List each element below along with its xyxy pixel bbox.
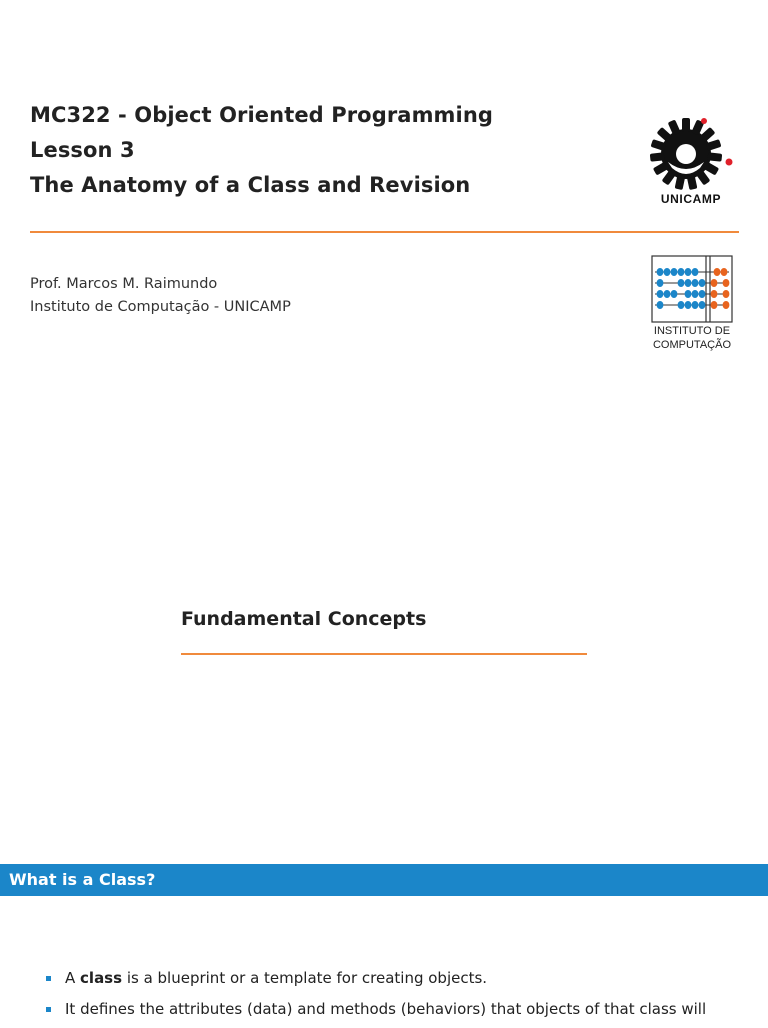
section-divider (181, 653, 587, 655)
bullet-prefix: A (65, 969, 81, 987)
bullet-suffix: is a blueprint or a template for creating objects. (122, 969, 488, 987)
section-title: Fundamental Concepts (181, 608, 427, 630)
title-block (30, 98, 493, 203)
unicamp-wordmark: UNICAMP (660, 192, 722, 206)
frame-title: What is a Class? (9, 870, 156, 889)
ic-wordmark (651, 324, 733, 352)
bullet-bold-term: class (80, 969, 123, 987)
lesson-title: The Anatomy of a Class and Revision (30, 173, 471, 197)
title-divider (30, 231, 739, 233)
list-item (46, 997, 761, 1021)
author-institute: Instituto de Computação - UNICAMP (30, 299, 291, 315)
bullet-square-icon (46, 976, 51, 981)
bullet-square-icon (46, 1007, 51, 1012)
author-name: Prof. Marcos M. Raimundo (30, 276, 218, 292)
unicamp-logo (648, 116, 734, 208)
bullet-list (46, 966, 761, 1028)
course-title: MC322 - Object Oriented Programming (30, 103, 494, 127)
unicamp-emblem-icon (648, 116, 734, 192)
frame-title-bar (0, 864, 768, 896)
unicamp-red-dot-icon (726, 159, 733, 166)
lesson-number: Lesson 3 (30, 138, 135, 162)
ic-wordmark-line1: INSTITUTO DE (653, 325, 731, 337)
abacus-icon (651, 255, 733, 323)
list-item (46, 966, 761, 990)
author-block (30, 273, 291, 319)
bullet-text: It defines the attributes (data) and methods (behaviors) that objects of that class will (65, 1000, 707, 1018)
ic-logo (651, 255, 733, 355)
ic-wordmark-line2: COMPUTAÇÃO (652, 339, 732, 351)
